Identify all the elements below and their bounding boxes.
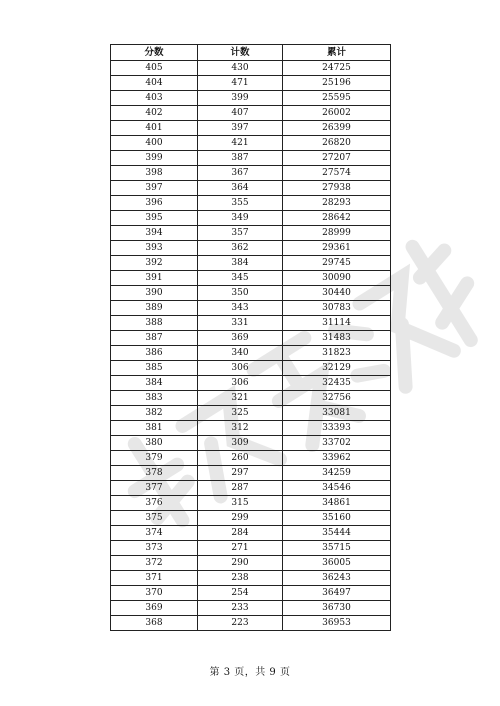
table-row [111, 91, 391, 106]
table-row [111, 331, 391, 346]
table-row [111, 211, 391, 226]
cell-cumulative: 36497 [283, 586, 391, 601]
cell-cumulative: 33702 [283, 436, 391, 451]
cell-count: 315 [198, 496, 283, 511]
cell-score: 371 [111, 571, 198, 586]
cell-cumulative: 32756 [283, 391, 391, 406]
cell-score: 378 [111, 466, 198, 481]
table-row [111, 61, 391, 76]
cell-count: 287 [198, 481, 283, 496]
cell-score: 372 [111, 556, 198, 571]
cell-score: 393 [111, 241, 198, 256]
table-row [111, 496, 391, 511]
cell-cumulative: 31823 [283, 346, 391, 361]
cell-cumulative: 27207 [283, 151, 391, 166]
cell-count: 421 [198, 136, 283, 151]
cell-count: 364 [198, 181, 283, 196]
cell-cumulative: 24725 [283, 61, 391, 76]
cell-cumulative: 25196 [283, 76, 391, 91]
cell-cumulative: 27574 [283, 166, 391, 181]
cell-cumulative: 26399 [283, 121, 391, 136]
cell-score: 391 [111, 271, 198, 286]
cell-count: 284 [198, 526, 283, 541]
table-row [111, 136, 391, 151]
cell-count: 355 [198, 196, 283, 211]
cell-count: 362 [198, 241, 283, 256]
table-row [111, 226, 391, 241]
cell-cumulative: 26820 [283, 136, 391, 151]
cell-score: 394 [111, 226, 198, 241]
cell-score: 401 [111, 121, 198, 136]
cell-cumulative: 28999 [283, 226, 391, 241]
cell-count: 233 [198, 601, 283, 616]
cell-count: 367 [198, 166, 283, 181]
cell-cumulative: 31114 [283, 316, 391, 331]
table-row [111, 601, 391, 616]
cell-score: 368 [111, 616, 198, 631]
table-row [111, 151, 391, 166]
table-row [111, 511, 391, 526]
cell-count: 325 [198, 406, 283, 421]
header-score: 分数 [111, 45, 198, 61]
cell-cumulative: 32435 [283, 376, 391, 391]
cell-score: 395 [111, 211, 198, 226]
cell-cumulative: 34546 [283, 481, 391, 496]
cell-count: 297 [198, 466, 283, 481]
cell-cumulative: 33081 [283, 406, 391, 421]
cell-score: 399 [111, 151, 198, 166]
cell-score: 404 [111, 76, 198, 91]
cell-cumulative: 26002 [283, 106, 391, 121]
cell-cumulative: 35160 [283, 511, 391, 526]
cell-count: 331 [198, 316, 283, 331]
cell-count: 430 [198, 61, 283, 76]
cell-count: 399 [198, 91, 283, 106]
cell-cumulative: 30090 [283, 271, 391, 286]
cell-cumulative: 33393 [283, 421, 391, 436]
cell-score: 397 [111, 181, 198, 196]
cell-score: 384 [111, 376, 198, 391]
table-row [111, 361, 391, 376]
table-row [111, 466, 391, 481]
cell-count: 306 [198, 376, 283, 391]
table-row [111, 166, 391, 181]
table-row [111, 541, 391, 556]
table-row [111, 346, 391, 361]
cell-cumulative: 35444 [283, 526, 391, 541]
cell-score: 375 [111, 511, 198, 526]
cell-score: 380 [111, 436, 198, 451]
cell-count: 260 [198, 451, 283, 466]
cell-count: 309 [198, 436, 283, 451]
cell-score: 402 [111, 106, 198, 121]
cell-score: 376 [111, 496, 198, 511]
cell-score: 403 [111, 91, 198, 106]
table-row [111, 481, 391, 496]
table-row [111, 241, 391, 256]
table-row [111, 436, 391, 451]
table-row [111, 526, 391, 541]
cell-score: 392 [111, 256, 198, 271]
cell-count: 343 [198, 301, 283, 316]
cell-score: 405 [111, 61, 198, 76]
page-number: 第 3 页，共 9 页 [209, 667, 291, 678]
table-row [111, 616, 391, 631]
cell-count: 387 [198, 151, 283, 166]
cell-cumulative: 28642 [283, 211, 391, 226]
cell-score: 390 [111, 286, 198, 301]
cell-cumulative: 29361 [283, 241, 391, 256]
cell-score: 400 [111, 136, 198, 151]
table-row [111, 181, 391, 196]
cell-score: 373 [111, 541, 198, 556]
table-row [111, 76, 391, 91]
table-row [111, 301, 391, 316]
table-row [111, 286, 391, 301]
cell-score: 388 [111, 316, 198, 331]
cell-count: 299 [198, 511, 283, 526]
cell-score: 386 [111, 346, 198, 361]
cell-score: 379 [111, 451, 198, 466]
cell-cumulative: 32129 [283, 361, 391, 376]
cell-score: 370 [111, 586, 198, 601]
cell-count: 471 [198, 76, 283, 91]
table-row [111, 556, 391, 571]
header-count: 计数 [198, 45, 283, 61]
cell-score: 377 [111, 481, 198, 496]
cell-cumulative: 29745 [283, 256, 391, 271]
cell-count: 254 [198, 586, 283, 601]
cell-cumulative: 30783 [283, 301, 391, 316]
cell-cumulative: 25595 [283, 91, 391, 106]
cell-cumulative: 35715 [283, 541, 391, 556]
cell-count: 306 [198, 361, 283, 376]
table-row [111, 376, 391, 391]
cell-count: 345 [198, 271, 283, 286]
cell-count: 238 [198, 571, 283, 586]
cell-count: 397 [198, 121, 283, 136]
cell-score: 382 [111, 406, 198, 421]
table-row [111, 586, 391, 601]
cell-score: 389 [111, 301, 198, 316]
table-row [111, 451, 391, 466]
cell-count: 350 [198, 286, 283, 301]
table-row [111, 256, 391, 271]
table-row [111, 271, 391, 286]
cell-cumulative: 36005 [283, 556, 391, 571]
table-row [111, 106, 391, 121]
cell-cumulative: 34259 [283, 466, 391, 481]
cell-count: 369 [198, 331, 283, 346]
table-header-row [111, 45, 391, 61]
header-cumulative: 累计 [283, 45, 391, 61]
cell-score: 387 [111, 331, 198, 346]
table-row [111, 406, 391, 421]
cell-count: 312 [198, 421, 283, 436]
table-row [111, 316, 391, 331]
cell-cumulative: 36953 [283, 616, 391, 631]
cell-count: 407 [198, 106, 283, 121]
cell-cumulative: 31483 [283, 331, 391, 346]
cell-score: 396 [111, 196, 198, 211]
cell-score: 383 [111, 391, 198, 406]
table-row [111, 391, 391, 406]
table-row [111, 571, 391, 586]
cell-count: 271 [198, 541, 283, 556]
cell-count: 223 [198, 616, 283, 631]
cell-cumulative: 36243 [283, 571, 391, 586]
cell-score: 374 [111, 526, 198, 541]
cell-score: 398 [111, 166, 198, 181]
cell-score: 381 [111, 421, 198, 436]
cell-count: 290 [198, 556, 283, 571]
table-row [111, 421, 391, 436]
cell-count: 340 [198, 346, 283, 361]
cell-cumulative: 34861 [283, 496, 391, 511]
cell-count: 384 [198, 256, 283, 271]
cell-cumulative: 36730 [283, 601, 391, 616]
table-row [111, 121, 391, 136]
score-distribution-table [110, 44, 391, 631]
cell-cumulative: 33962 [283, 451, 391, 466]
cell-count: 349 [198, 211, 283, 226]
cell-count: 321 [198, 391, 283, 406]
cell-cumulative: 27938 [283, 181, 391, 196]
cell-score: 385 [111, 361, 198, 376]
table-row [111, 196, 391, 211]
cell-cumulative: 28293 [283, 196, 391, 211]
cell-cumulative: 30440 [283, 286, 391, 301]
cell-score: 369 [111, 601, 198, 616]
cell-count: 357 [198, 226, 283, 241]
